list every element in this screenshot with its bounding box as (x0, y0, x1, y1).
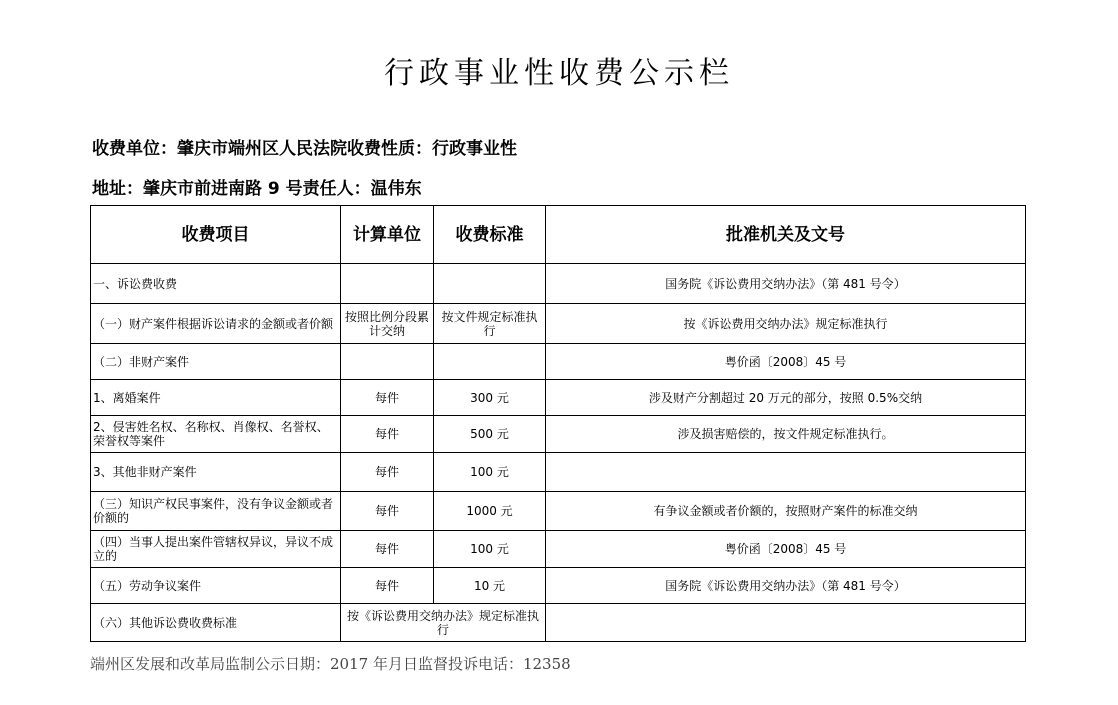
cell-authority: 国务院《诉讼费用交纳办法》（第 481 号令） (546, 568, 1026, 604)
footer-note: 端州区发展和改革局监制公示日期：2017 年月日监督投诉电话：12358 (90, 655, 571, 673)
cell-standard: 按文件规定标准执行 (434, 304, 546, 344)
cell-item: （四）当事人提出案件管辖权异议，异议不成立的 (91, 531, 341, 568)
cell-standard: 300 元 (434, 380, 546, 416)
fee-table (90, 205, 1026, 642)
cell-standard: 1000 元 (434, 492, 546, 531)
cell-unit: 每件 (341, 531, 434, 568)
cell-unit: 每件 (341, 416, 434, 453)
header-unit: 计算单位 (341, 206, 434, 264)
cell-authority: 国务院《诉讼费用交纳办法》（第 481 号令） (546, 264, 1026, 304)
table-row (91, 304, 1026, 344)
cell-authority: 粤价函〔2008〕45 号 (546, 531, 1026, 568)
table-row (91, 531, 1026, 568)
cell-unit (341, 344, 434, 380)
cell-item: （五）劳动争议案件 (91, 568, 341, 604)
cell-standard: 100 元 (434, 453, 546, 492)
cell-unit: 按照比例分段累计交纳 (341, 304, 434, 344)
table-row (91, 568, 1026, 604)
page-title: 行政事业性收费公示栏 (384, 56, 734, 91)
cell-standard (434, 344, 546, 380)
table-row (91, 492, 1026, 531)
cell-authority (546, 604, 1026, 642)
table-header-row (91, 206, 1026, 264)
header-item: 收费项目 (91, 206, 341, 264)
cell-item: 2、侵害姓名权、名称权、肖像权、名誉权、荣誉权等案件 (91, 416, 341, 453)
cell-unit: 每件 (341, 380, 434, 416)
cell-standard: 100 元 (434, 531, 546, 568)
table-row (91, 604, 1026, 642)
address-line: 地址：肇庆市前进南路 9 号责任人：温伟东 (92, 179, 422, 199)
cell-authority: 涉及财产分割超过 20 万元的部分，按照 0.5%交纳 (546, 380, 1026, 416)
table-row (91, 416, 1026, 453)
cell-standard (434, 264, 546, 304)
cell-item: （二）非财产案件 (91, 344, 341, 380)
cell-authority: 有争议金额或者价额的，按照财产案件的标准交纳 (546, 492, 1026, 531)
cell-item: （六）其他诉讼费收费标准 (91, 604, 341, 642)
cell-item: （三）知识产权民事案件，没有争议金额或者价额的 (91, 492, 341, 531)
cell-merged-standard: 按《诉讼费用交纳办法》规定标准执行 (341, 604, 546, 642)
table-row (91, 380, 1026, 416)
cell-item: 1、离婚案件 (91, 380, 341, 416)
fee-unit-line: 收费单位：肇庆市端州区人民法院收费性质：行政事业性 (92, 139, 517, 159)
cell-standard: 10 元 (434, 568, 546, 604)
cell-authority (546, 453, 1026, 492)
cell-item: （一）财产案件根据诉讼请求的金额或者价额 (91, 304, 341, 344)
cell-item: 3、其他非财产案件 (91, 453, 341, 492)
cell-standard: 500 元 (434, 416, 546, 453)
cell-authority: 按《诉讼费用交纳办法》规定标准执行 (546, 304, 1026, 344)
cell-unit: 每件 (341, 453, 434, 492)
cell-unit: 每件 (341, 492, 434, 531)
table-row (91, 264, 1026, 304)
cell-authority: 粤价函〔2008〕45 号 (546, 344, 1026, 380)
table-row (91, 344, 1026, 380)
cell-authority: 涉及损害赔偿的，按文件规定标准执行。 (546, 416, 1026, 453)
header-authority: 批准机关及文号 (546, 206, 1026, 264)
cell-unit (341, 264, 434, 304)
header-standard: 收费标准 (434, 206, 546, 264)
cell-item: 一、诉讼费收费 (91, 264, 341, 304)
table-row (91, 453, 1026, 492)
cell-unit: 每件 (341, 568, 434, 604)
